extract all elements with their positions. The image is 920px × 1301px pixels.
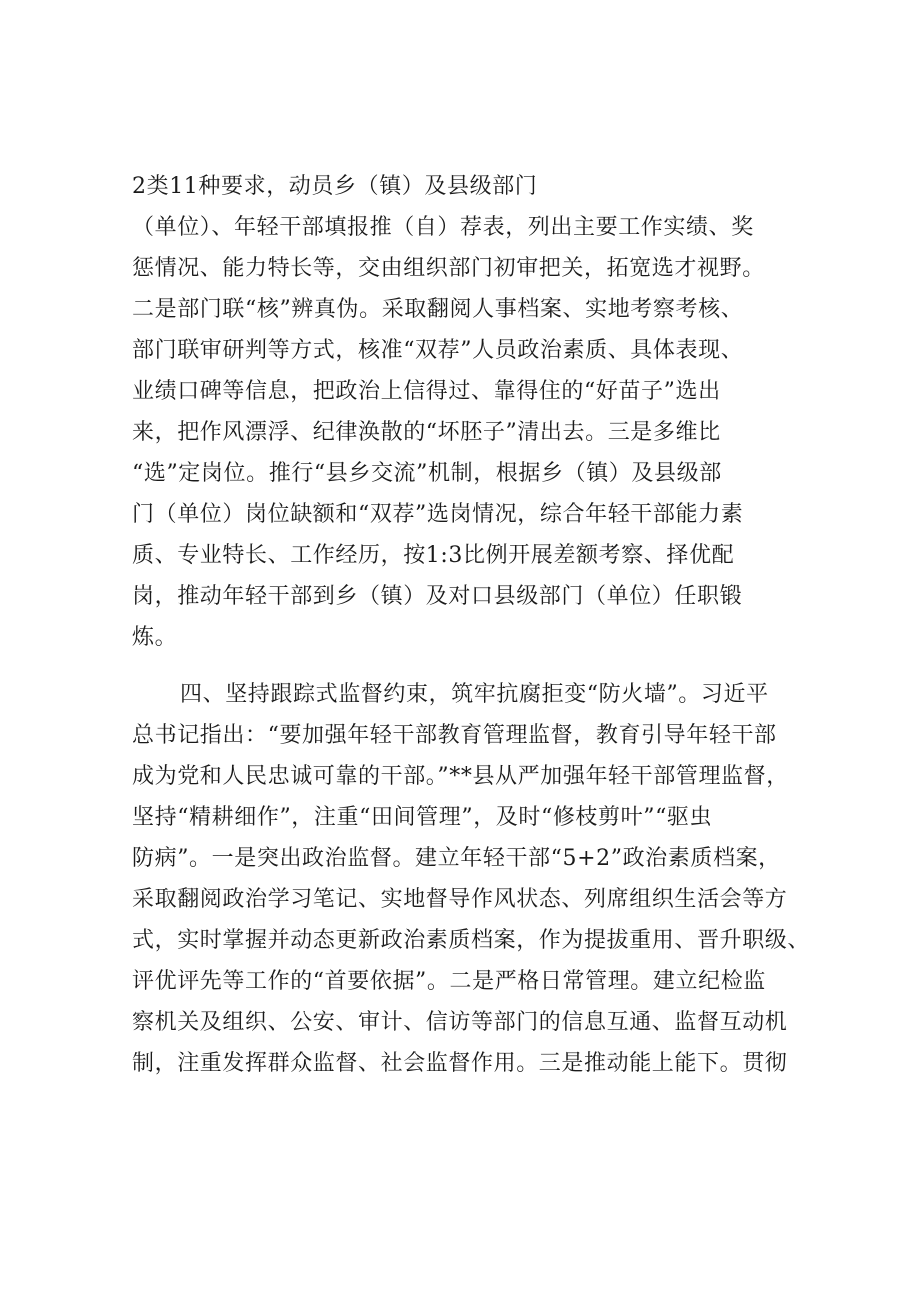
text-line: 二是部门联“核”辨真伪。采取翻阅人事档案、实地考察考核、 [132, 297, 744, 322]
text-line: 防病”。一是突出政治监督。建立年轻干部“5+2”政治素质档案， [132, 846, 781, 871]
text-line: 总书记指出：“要加强年轻干部教育管理监督，教育引导年轻干部 [132, 723, 777, 748]
text-line: 惩情况、能力特长等，交由组织部门初审把关，拓宽选才视野。 [132, 256, 765, 281]
text-line: 炼。 [132, 625, 178, 650]
paragraph-heading-line: 四、坚持跟踪式监督约束，筑牢抗腐拒变“防火墙”。习近平 [180, 682, 769, 707]
text-line: 门（单位）岗位缺额和“双荐”选岗情况，综合年轻干部能力素 [132, 502, 744, 527]
text-line: 部门联审研判等方式，核准“双荐”人员政治素质、具体表现、 [132, 338, 744, 363]
text-line: 坚持“精耕细作”，注重“田间管理”，及时“修枝剪叶”“驱虫 [132, 805, 713, 830]
text-line: 2类11种要求，动员乡（镇）及县级部门 [132, 174, 538, 199]
text-line: 评优评先等工作的“首要依据”。二是严格日常管理。建立纪检监 [132, 969, 766, 994]
text-line: 制，注重发挥群众监督、社会监督作用。三是推动能上能下。贯彻 [132, 1051, 788, 1076]
text-line: 质、专业特长、工作经历，按1:3比例开展差额考察、择优配 [132, 543, 735, 568]
text-line: （单位）、年轻干部填报推（自）荐表，列出主要工作实绩、奖 [132, 215, 754, 240]
text-line: 采取翻阅政治学习笔记、实地督导作风状态、列席组织生活会等方 [132, 887, 788, 912]
text-line: 岗，推动年轻干部到乡（镇）及对口县级部门（单位）任职锻 [132, 584, 743, 609]
text-line: 式，实时掌握并动态更新政治素质档案，作为提拔重用、晋升职级、 [132, 928, 811, 953]
text-line: 成为党和人民忠诚可靠的干部。”**县从严加强年轻干部管理监督， [132, 764, 789, 789]
text-line: 察机关及组织、公安、审计、信访等部门的信息互通、监督互动机 [132, 1010, 788, 1035]
text-line: 来，把作风漂浮、纪律涣散的“坏胚子”清出去。三是多维比 [132, 420, 721, 445]
text-line: “选”定岗位。推行“县乡交流”机制，根据乡（镇）及县级部 [132, 461, 722, 486]
text-line: 业绩口碑等信息，把政治上信得过、靠得住的“好苗子”选出 [132, 379, 721, 404]
